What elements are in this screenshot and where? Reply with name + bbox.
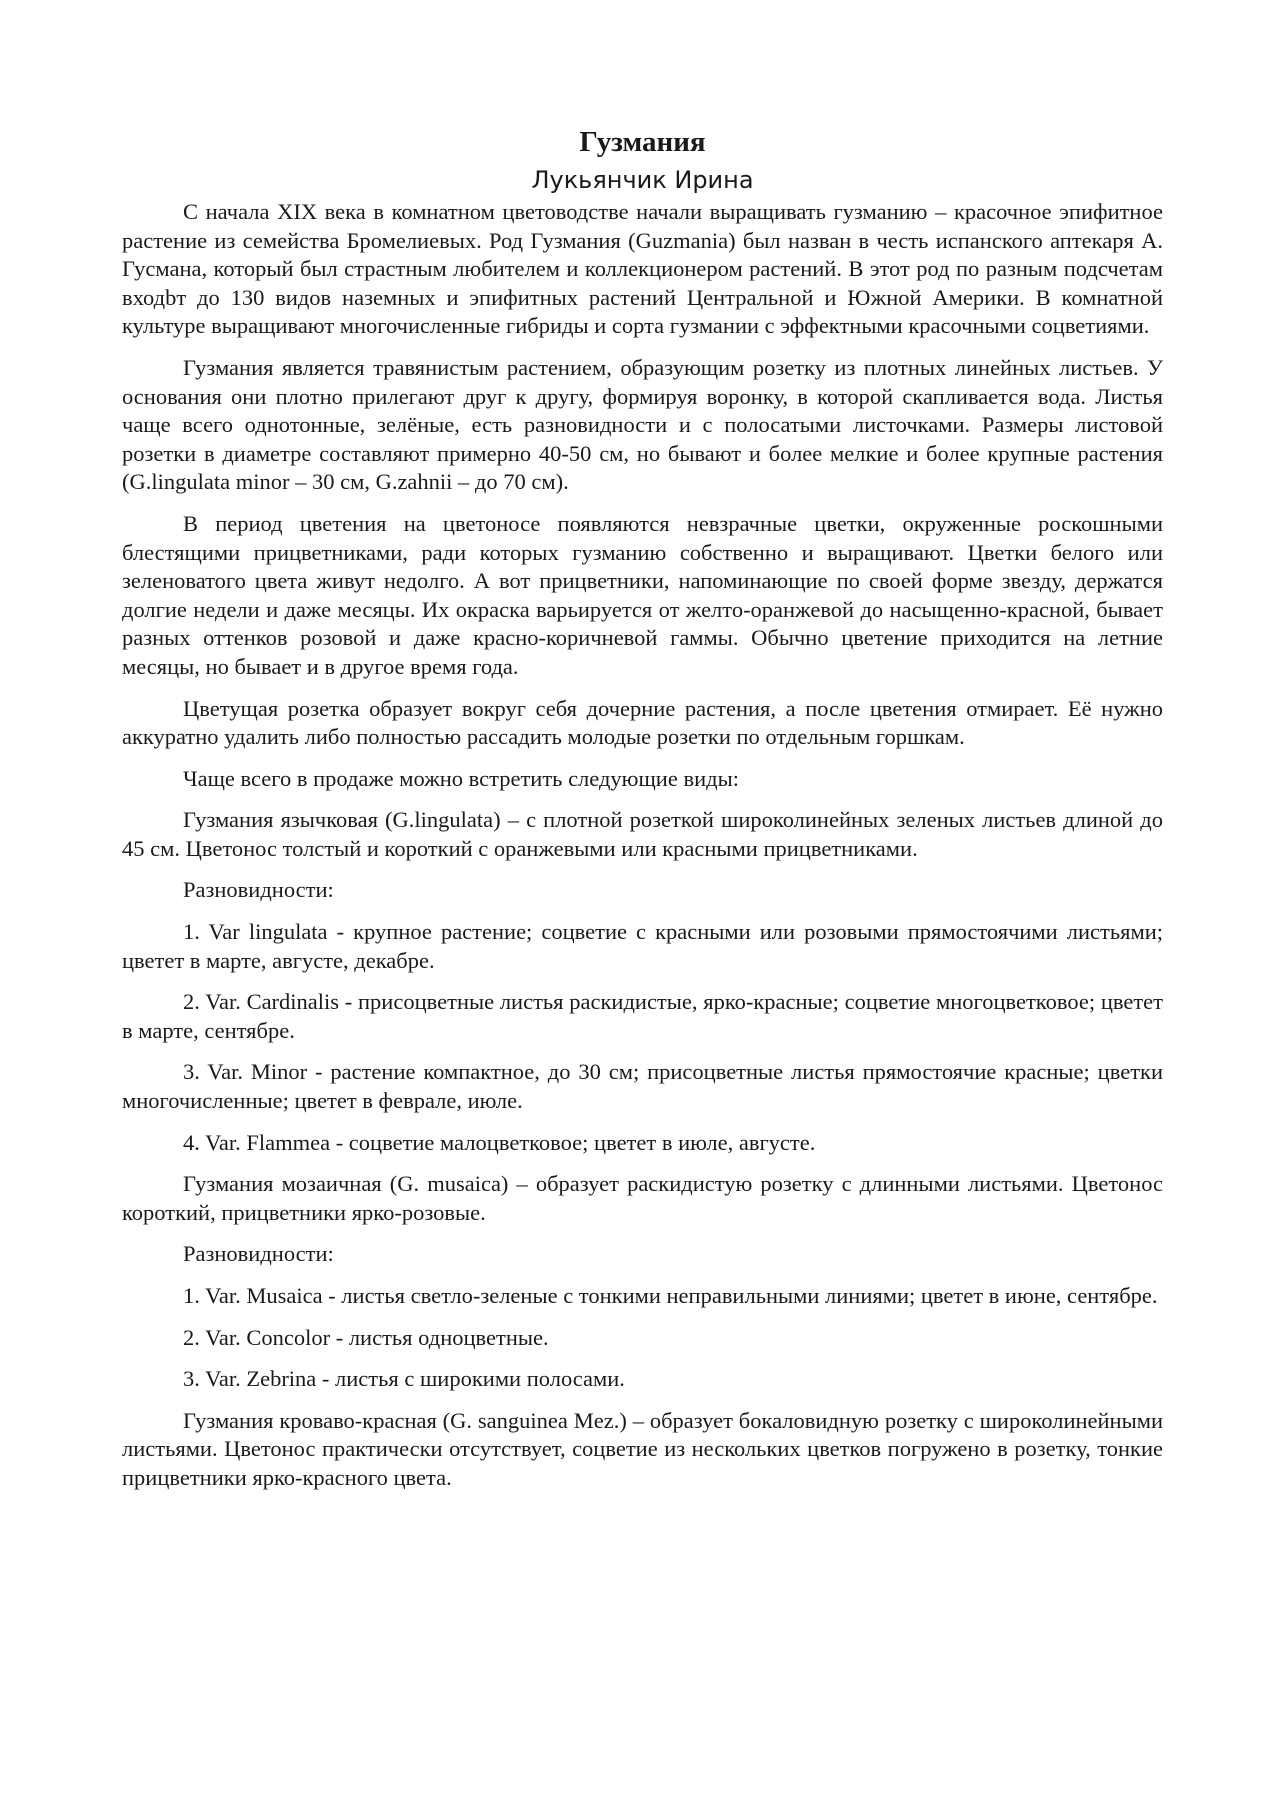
paragraph-variety-3: 3. Var. Minor - растение компактное, до 30 см; присоцветные листья прямостоячие красные; цветки многочисленные; цветет в феврале, июле. — [122, 1059, 1163, 1114]
paragraph-description: Гузмания является травянистым растением, образующим розетку из плотных линейных листьев. У основания они плотно прилегают друг к другу, формируя воронку, в которой скапливается вода. Листья чаще всего однотонные, зелёные, есть разновидности и с полосатыми листочками. Размеры листовой розетки в диаметре составляют примерно 40-50 см, но бывают и более мелкие и более крупные растения (G.lingulata minor – 30 см, G.zahnii – до 70 см). — [122, 354, 1163, 495]
paragraph-species-sanguinea: Гузмания кроваво-красная (G. sanguinea Mez.) – образует бокаловидную розетку с широколинейными листьями. Цветонос практически отсутствует, соцветие из нескольких цветков погружено в розетку, тонкие прицветники ярко-красного цвета. — [122, 1407, 1163, 1490]
document-title: Гузмания — [579, 126, 706, 158]
paragraph-offspring: Цветущая розетка образует вокруг себя дочерние растения, а после цветения отмирает. Её нужно аккуратно удалить либо полностью рассадить молодые розетки по отдельным горшкам. — [122, 695, 1163, 750]
paragraph-varieties-heading-2: Разновидности: — [183, 1241, 334, 1267]
document-page — [122, 118, 1163, 1506]
paragraph-variety-4: 4. Var. Flammea - соцветие малоцветковое; цветет в июле, августе. — [183, 1129, 816, 1155]
paragraph-variety-2: 2. Var. Cardinalis - присоцветные листья раскидистые, ярко-красные; соцветие многоцветковое; цветет в марте, сентябре. — [122, 989, 1163, 1043]
document-author: Лукьянчик Ирина — [531, 166, 754, 194]
paragraph-flowering: В период цветения на цветоносе появляются невзрачные цветки, окруженные роскошными блестящими прицветниками, ради которых гузманию собственно и выращивают. Цветки белого или зеленоватого цвета живут недолго. А вот прицветники, напоминающие по своей форме звезду, держатся долгие недели и даже месяцы. Их окраска варьируется от желто-оранжевой до насыщенно-красной, бывает разных оттенков розовой и даже красно-коричневой гаммы. Обычно цветение приходится на летние месяцы, но бывает и в другое время года. — [122, 510, 1163, 679]
paragraph-species-musaica: Гузмания мозаичная (G. musaica) – образует раскидистую розетку с длинными листьями. Цветонос короткий, прицветники ярко-розовые. — [122, 1171, 1163, 1225]
paragraph-musaica-variety-2: 2. Var. Concolor - листья одноцветные. — [183, 1324, 549, 1350]
paragraph-species-lingulata: Гузмания язычковая (G.lingulata) – с плотной розеткой широколинейных зеленых листьев длиной до 45 см. Цветонос толстый и короткий с оранжевыми или красными прицветниками. — [122, 807, 1163, 861]
paragraph-musaica-variety-3: 3. Var. Zebrina - листья с широкими полосами. — [183, 1366, 625, 1392]
paragraph-species-intro: Чаще всего в продаже можно встретить следующие виды: — [183, 765, 739, 791]
paragraph-variety-1: 1. Var lingulata - крупное растение; соцветие с красными или розовыми прямостоячими листьями; цветет в марте, августе, декабре. — [122, 919, 1163, 973]
paragraph-musaica-variety-1: 1. Var. Musaica - листья светло-зеленые с тонкими неправильными линиями; цветет в июне, сентябре. — [183, 1283, 1158, 1308]
paragraph-intro: С начала XIX века в комнатном цветоводстве начали выращивать гузманию – красочное эпифитное растение из семейства Бромелиевых. Род Гузмания (Guzmania) был назван в честь испанского аптекаря А. Гусмана, который был страстным любителем и коллекционером растений. В этот род по разным подсчетам входbт до 130 видов наземных и эпифитных растений Центральной и Южной Америки. В комнатной культуре выращивают многочисленные гибриды и сорта гузмании с эффектными красочными соцветиями. — [122, 199, 1163, 339]
paragraph-varieties-heading: Разновидности: — [183, 877, 334, 903]
